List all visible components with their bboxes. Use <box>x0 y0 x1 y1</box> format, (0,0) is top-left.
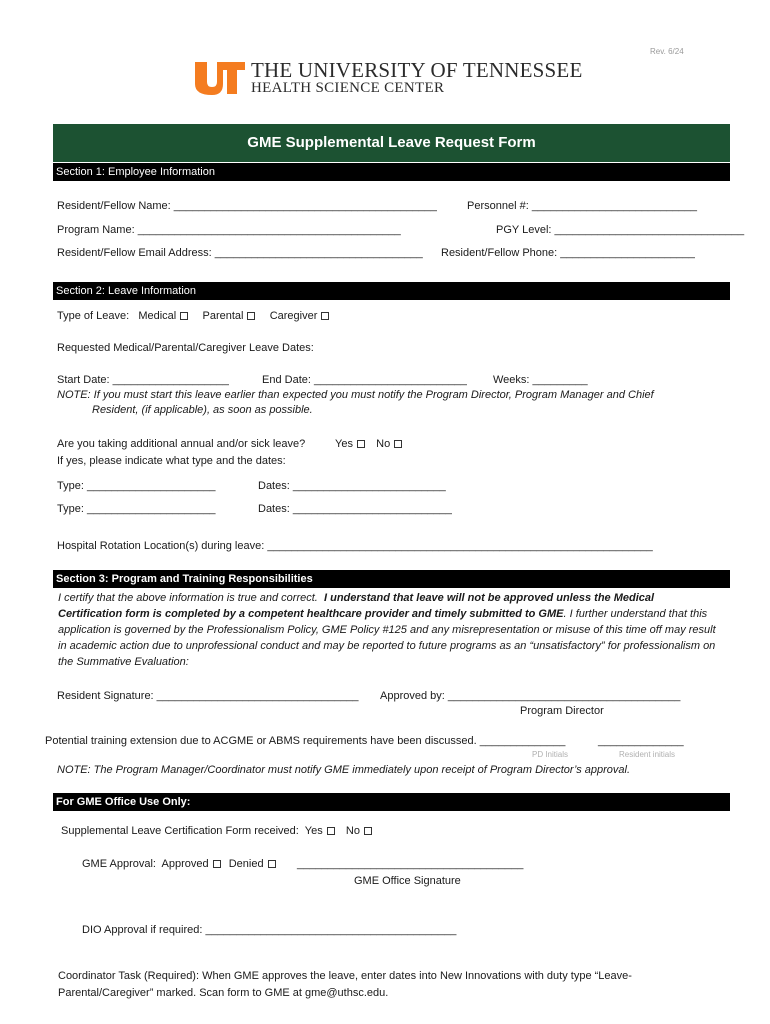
cert-received-no-checkbox[interactable] <box>364 827 372 835</box>
hospital-rotation-field[interactable]: Hospital Rotation Location(s) during leave: _______________________________________________________________ <box>57 540 653 552</box>
cert-received-row <box>61 825 374 837</box>
cert-bold: I understand that leave will not be approved unless the Medical Certification form is completed by a competent healthcare provider and timely submitted to GME <box>58 592 655 620</box>
leave-dates-1-field[interactable]: Dates: _________________________ <box>258 480 446 492</box>
denied-label: Denied <box>228 858 264 870</box>
additional-no-checkbox[interactable] <box>394 440 402 448</box>
cert-part2: . I further understand that this application is governed by the Professionalism Policy, GME Policy #125 and any misrepresentation or misuse of this time off may result in academic action due to unprofessional conduct and may be reported to future programs as an “unsatisfactory” for professionalism on the Summative Evaluation: <box>58 608 716 668</box>
cert-received-yes-label: Yes <box>304 825 323 837</box>
gme-approval-label: GME Approval: <box>82 858 156 870</box>
leave-note-line1: NOTE: If you must start this leave earlier than expected you must notify the Program Director, Program Manager and Chief <box>57 389 654 401</box>
certification-statement <box>58 590 718 670</box>
medical-checkbox[interactable] <box>180 312 188 320</box>
logo-university-name: THE UNIVERSITY OF TENNESSEE <box>251 58 583 82</box>
approved-checkbox[interactable] <box>213 860 221 868</box>
weeks-field[interactable]: Weeks: _________ <box>493 374 588 386</box>
gme-office-signature-label: GME Office Signature <box>354 875 461 887</box>
cert-part1: I certify that the above information is true and correct. <box>58 592 318 604</box>
additional-leave-options <box>335 438 404 450</box>
additional-leave-question: Are you taking additional annual and/or sick leave? <box>57 438 306 450</box>
leave-type-label: Type of Leave: <box>57 310 130 322</box>
leave-note-line2: Resident, (if applicable), as soon as possible. <box>92 404 313 416</box>
pgy-level-field[interactable]: PGY Level: _______________________________ <box>496 224 745 236</box>
training-extension-field[interactable]: Potential training extension due to ACGME or ABMS requirements have been discussed. ______________ <box>45 735 566 747</box>
gme-office-signature-field[interactable]: _____________________________________ <box>297 858 524 870</box>
coordinator-note: NOTE: The Program Manager/Coordinator must notify GME immediately upon receipt of Program Director’s approval. <box>57 764 631 776</box>
ut-logo-icon <box>193 60 247 96</box>
leave-type-1-field[interactable]: Type: _____________________ <box>57 480 216 492</box>
denied-checkbox[interactable] <box>268 860 276 868</box>
approved-by-field[interactable]: Approved by: ______________________________________ <box>380 690 681 702</box>
program-name-field[interactable]: Program Name: ___________________________________________ <box>57 224 401 236</box>
parental-label: Parental <box>202 310 244 322</box>
parental-checkbox[interactable] <box>247 312 255 320</box>
dio-approval-field[interactable]: DIO Approval if required: _________________________________________ <box>82 924 457 936</box>
gme-approval-row <box>82 858 278 870</box>
section3-header: Section 3: Program and Training Responsibilities <box>53 570 730 588</box>
section2-header: Section 2: Leave Information <box>53 282 730 300</box>
additional-yes-label: Yes <box>335 438 353 450</box>
leave-type-row <box>57 310 331 322</box>
section1-header: Section 1: Employee Information <box>53 163 730 181</box>
caregiver-label: Caregiver <box>269 310 318 322</box>
resident-initials-label: Resident initials <box>619 750 676 759</box>
approved-label: Approved <box>161 858 209 870</box>
caregiver-checkbox[interactable] <box>321 312 329 320</box>
medical-label: Medical <box>138 310 177 322</box>
resident-signature-field[interactable]: Resident Signature: _________________________________ <box>57 690 359 702</box>
leave-type-2-field[interactable]: Type: _____________________ <box>57 503 216 515</box>
logo-health-science-center: HEALTH SCIENCE CENTER <box>251 80 445 96</box>
email-field[interactable]: Resident/Fellow Email Address: __________________________________ <box>57 247 423 259</box>
program-director-label: Program Director <box>520 705 604 717</box>
if-yes-instruction: If yes, please indicate what type and the dates: <box>57 455 286 467</box>
coordinator-task: Coordinator Task (Required): When GME approves the leave, enter dates into New Innovations with duty type “Leave-Parental/Caregiver” marked. Scan form to GME at gme@uthsc.edu. <box>58 970 632 999</box>
gme-office-header: For GME Office Use Only: <box>53 793 730 811</box>
requested-dates-label: Requested Medical/Parental/Caregiver Leave Dates: <box>57 342 314 354</box>
end-date-field[interactable]: End Date: _________________________ <box>262 374 467 386</box>
cert-received-no-label: No <box>345 825 360 837</box>
start-date-field[interactable]: Start Date: ___________________ <box>57 374 229 386</box>
resident-name-field[interactable]: Resident/Fellow Name: ___________________________________________ <box>57 200 437 212</box>
form-title: GME Supplemental Leave Request Form <box>53 124 730 162</box>
revision-label: Rev. 6/24 <box>650 47 684 56</box>
leave-dates-2-field[interactable]: Dates: __________________________ <box>258 503 452 515</box>
pd-initials-label: PD Initials <box>532 750 569 759</box>
additional-no-label: No <box>376 438 391 450</box>
cert-received-yes-checkbox[interactable] <box>327 827 335 835</box>
additional-yes-checkbox[interactable] <box>357 440 365 448</box>
resident-initials-field[interactable]: ______________ <box>598 735 684 747</box>
phone-field[interactable]: Resident/Fellow Phone: ______________________ <box>441 247 695 259</box>
cert-received-label: Supplemental Leave Certification Form received: <box>61 825 299 837</box>
personnel-number-field[interactable]: Personnel #: ___________________________ <box>467 200 697 212</box>
